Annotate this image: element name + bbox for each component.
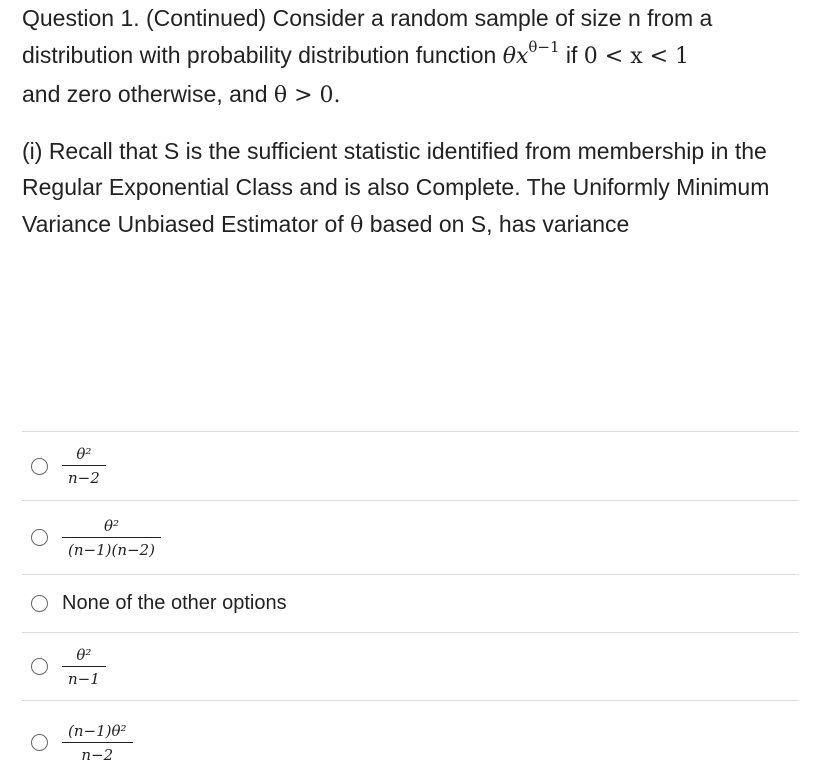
fraction-denominator: (n−1)(n−2) (68, 540, 155, 559)
question-pdf-lead: distribution with probability distribution function (22, 41, 503, 68)
answer-option-2[interactable] (22, 500, 799, 574)
pdf-condition: 0 < x < 1 (583, 43, 690, 69)
option-fraction (62, 646, 106, 688)
pdf-exponent: θ−1 (528, 37, 560, 56)
radio-button[interactable] (31, 458, 48, 475)
fraction-numerator: θ² (76, 445, 92, 463)
question-otherwise: and zero otherwise, and (22, 81, 274, 107)
fraction-denominator: n−2 (81, 745, 114, 764)
radio-button[interactable] (31, 734, 48, 751)
radio-button[interactable] (31, 595, 48, 612)
part-i-theta: θ (350, 212, 364, 238)
option-fraction (62, 722, 133, 764)
part-i-text-1: (i) Recall that S is the sufficient statistic identified from membership in the Regular Exponential Class and is also Complete. The Uniformly Minimum Variance Unbiased Estimator of (22, 137, 770, 237)
question-part-i (22, 133, 807, 245)
answer-option-5[interactable] (22, 700, 799, 784)
question-line-2 (22, 37, 807, 77)
answer-option-3[interactable] (22, 574, 799, 632)
theta-condition: θ > 0. (273, 83, 341, 108)
option-fraction (62, 445, 106, 487)
fraction-numerator: (n−1)θ² (68, 721, 127, 740)
answer-options (22, 431, 799, 784)
fraction-denominator: n−1 (68, 669, 100, 688)
option-label: None of the other options (62, 592, 287, 614)
pdf-if: if (559, 41, 584, 68)
answer-option-1[interactable] (22, 431, 799, 500)
option-fraction (62, 517, 161, 559)
pdf-base: θx (502, 43, 529, 69)
pdf-formula (502, 37, 560, 69)
answer-option-4[interactable] (22, 632, 799, 700)
question-line-3 (22, 76, 807, 115)
fraction-numerator: θ² (103, 516, 119, 535)
question-line-1 (22, 0, 807, 37)
radio-button[interactable] (31, 658, 48, 675)
part-i-text-2: based on S, has variance (363, 210, 630, 237)
radio-button[interactable] (31, 529, 48, 546)
fraction-denominator: n−2 (68, 469, 100, 487)
question-intro: Question 1. (Continued) Consider a random sample of size n from a (22, 5, 713, 31)
question-text (22, 0, 807, 244)
fraction-numerator: θ² (76, 645, 92, 664)
